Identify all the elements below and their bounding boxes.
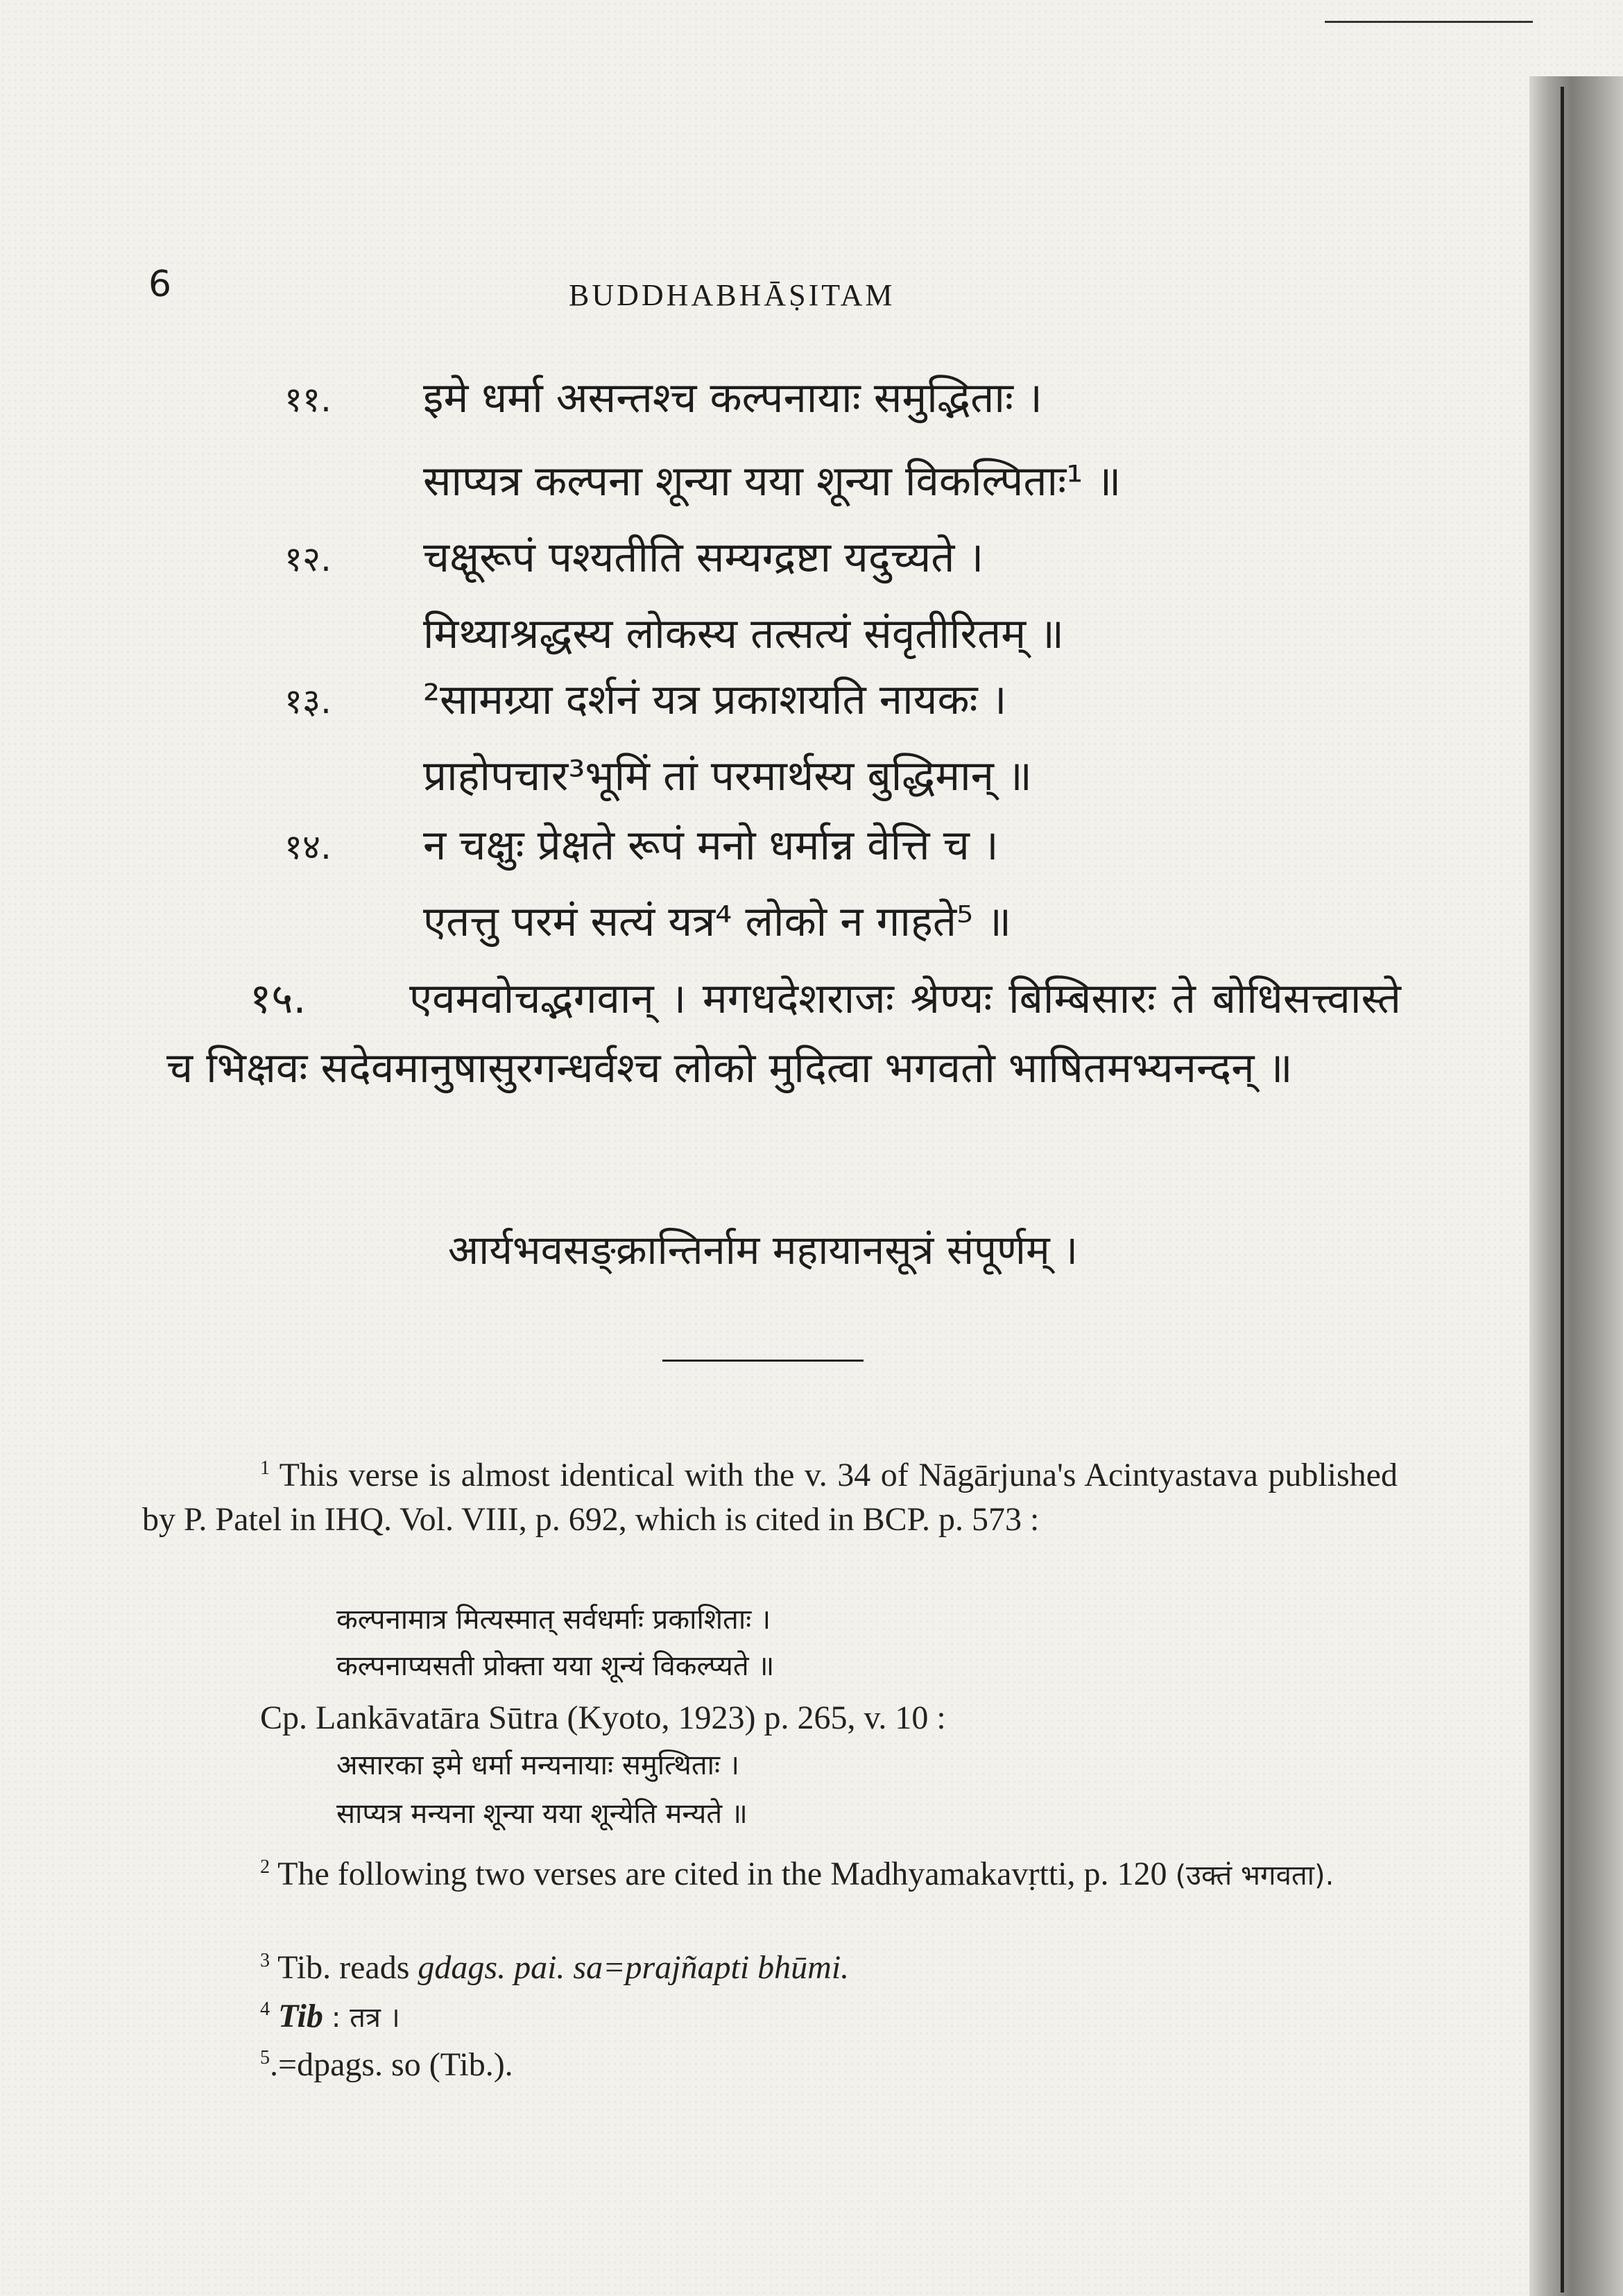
footnote-text: Tib. reads <box>277 1949 410 1986</box>
footnote-3 <box>260 1939 849 1990</box>
quoted-verse-line: असारका इमे धर्मा मन्यनायाः समुत्थिताः । <box>336 1749 739 1781</box>
verse-line: चक्षूरूपं पश्यतीति सम्यग्द्रष्टा यदुच्यते । <box>423 533 984 582</box>
footnote-2 <box>142 1845 1398 1898</box>
footnote-text: This verse is almost identical with the v. 34 of Nāgārjuna's Acintyastava published by P. Patel in IHQ. Vol. VIII, p. 692, which is cited in BCP. p. 573 : <box>142 1457 1398 1538</box>
footnote-mark: 2 <box>260 1856 270 1878</box>
footnote-label: Tib <box>278 1998 323 2034</box>
running-title: BUDDHABHĀṢITAM <box>569 278 895 312</box>
footnote-text: .=dpags. so (Tib.). <box>270 2046 513 2083</box>
footnote-5 <box>260 2036 513 2087</box>
verse-line: ²सामग्र्या दर्शनं यत्र प्रकाशयति नायकः । <box>423 676 1007 724</box>
section-divider <box>662 1360 864 1362</box>
verse-number: ११. <box>284 379 332 420</box>
footnote-text: The following two verses are cited in the Madhyamakavṛtti, p. 120 <box>277 1856 1167 1892</box>
verse-line: एतत्तु परमं सत्यं यत्र⁴ लोको न गाहते⁵ ॥ <box>423 898 1012 946</box>
verse-line: साप्यत्र कल्पना शून्या यया शून्या विकल्पिताः¹ ॥ <box>423 457 1122 506</box>
colophon: आर्यभवसङ्क्रान्तिर्नाम महायानसूत्रं संपूर्णम् । <box>447 1226 1079 1274</box>
footnote-4 <box>260 1987 400 2040</box>
footnote-1 <box>142 1446 1398 1542</box>
scan-edge-line <box>1325 21 1533 23</box>
verse-line: इमे धर्मा असन्तश्च कल्पनायाः समुद्भिताः । <box>423 374 1042 422</box>
verse-number: १४. <box>284 827 332 867</box>
page-number: 6 <box>148 264 172 305</box>
prose-paragraph-15 <box>166 964 1401 1103</box>
prose-text: एवमवोचद्भगवान् । मगधदेशराजः श्रेण्यः बिम्बिसारः ते बोधिसत्त्वास्ते च भिक्षवः सदेवमानुषासुरगन्धर्वश्च लोको मुदित्वा भगवतो भाषितमभ्यनन्दन् ॥ <box>166 975 1401 1093</box>
footnote-italic: gdags. pai. sa=prajñapti bhūmi. <box>418 1949 850 1986</box>
verse-line: न चक्षुः प्रेक्षते रूपं मनो धर्मान्न वेत्ति च । <box>423 821 999 870</box>
quoted-verse-line: कल्पनाप्यसती प्रोक्ता यया शून्यं विकल्प्यते ॥ <box>336 1650 775 1682</box>
footnote-mark: 5 <box>260 2047 270 2068</box>
quoted-verse-line: साप्यत्र मन्यना शून्या यया शून्येति मन्यते ॥ <box>336 1798 748 1830</box>
footnote-mark: 1 <box>260 1457 270 1479</box>
footnote-mark: 3 <box>260 1950 270 1971</box>
footnote-sanskrit: (उक्तं भगवता). <box>1175 1860 1334 1892</box>
footnote-text: : तत्र । <box>331 2002 400 2034</box>
footnote-cp-text: Cp. Lankāvatāra Sūtra (Kyoto, 1923) p. 265, v. 10 : <box>260 1699 946 1736</box>
verse-line: प्राहोपचार³भूमिं तां परमार्थस्य बुद्धिमान् ॥ <box>423 752 1032 800</box>
verse-number: १२. <box>284 539 332 579</box>
footnote-mark: 4 <box>260 1998 270 2020</box>
verse-number: १३. <box>284 681 332 721</box>
verse-number: १५. <box>250 975 307 1023</box>
quoted-verse-line: कल्पनामात्र मित्यस्मात् सर्वधर्माः प्रकाशिताः । <box>336 1604 771 1636</box>
book-spine-shadow <box>1529 76 1623 2296</box>
book-spine-edge <box>1561 87 1564 2293</box>
verse-line: मिथ्याश्रद्धस्य लोकस्य तत्सत्यं संवृतीरितम् ॥ <box>423 610 1065 658</box>
